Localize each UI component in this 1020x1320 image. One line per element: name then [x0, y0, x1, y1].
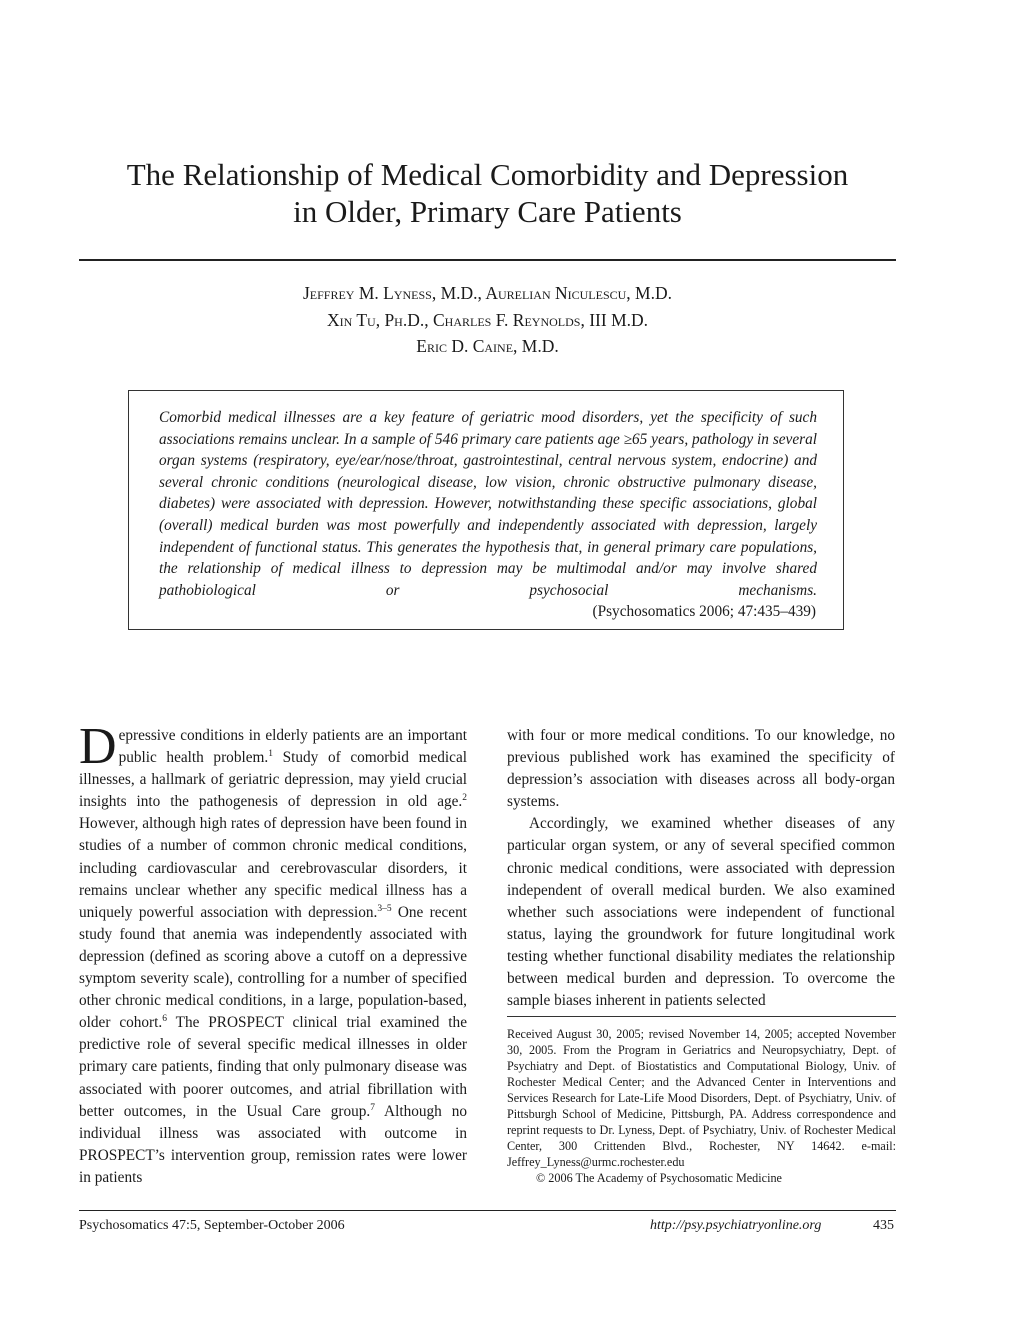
footer-journal: Psychosomatics 47:5, September-October 2006	[79, 1218, 345, 1233]
body-text: However, although high rates of depression have been found in studies of a number of common chronic medical conditions, including cardiovascular and cerebrovascular disorders, it remains unclear whether any specific medical illness has a uniquely powerful association with depression.	[79, 815, 467, 921]
footer-divider	[79, 1210, 896, 1211]
body-text: epressive conditions in elderly patients are an important public health problem.	[118, 727, 467, 767]
body-column-right	[507, 725, 895, 1012]
body-text: One recent study found that anemia was independently associated with depression (defined as scoring above a cutoff on a depressive symptom severity scale), controlling for a number of specified other chronic medical conditions, in a large, population-based, older cohort.	[79, 903, 467, 1032]
body-text: The PROSPECT clinical trial examined the predictive role of several specific medical illnesses in older primary care patients, finding that only pulmonary disease was associated with poorer outcomes, and atrial fibrillation with better outcomes, in the Usual Care group.	[79, 1014, 467, 1120]
body-paragraph: with four or more medical conditions. To our knowledge, no previous published work has examined the specificity of depression’s association with diseases across all body-organ systems.	[507, 727, 895, 811]
title-line-2: in Older, Primary Care Patients	[293, 194, 682, 229]
intro-paragraph	[79, 718, 467, 1189]
reference-mark: 7	[370, 1102, 375, 1113]
abstract-citation: (Psychosomatics 2006; 47:435–439)	[592, 603, 816, 620]
page-number: 435	[873, 1218, 894, 1233]
reference-mark: 2	[462, 793, 467, 804]
footer-url[interactable]: http://psy.psychiatryonline.org	[650, 1218, 822, 1233]
authors-line-2: Xin Tu, Ph.D., Charles F. Reynolds, III M.D.	[326, 309, 649, 330]
body-column-left	[79, 718, 467, 1189]
body-text: Study of comorbid medical illnesses, a hallmark of geriatric depression, may yield crucial insights into the pathogenesis of depression in old age.	[79, 749, 467, 811]
body-text: Although no individual illness was associated with outcome in PROSPECT’s intervention group, remission rates were lower in patients	[79, 1102, 467, 1186]
reference-mark: 3–5	[377, 903, 392, 914]
authors-line-1: Jeffrey M. Lyness, M.D., Aurelian Niculescu, M.D.	[302, 283, 673, 303]
drop-cap: D	[79, 718, 117, 775]
footnote-text: Received August 30, 2005; revised November 14, 2005; accepted November 30, 2005. From the Program in Geriatrics and Neuropsychiatry, Dept. of Psychiatry and Dept. of Biostatistics and Computational Biology, Univ. of Rochester Medical Center; and the Advanced Center in Interventions and Services Research for Late-Life Mood Disorders, Dept. of Psychiatry, Univ. of Pittsburgh School of Medicine, Pittsburgh, PA. Address correspondence and reprint requests to Dr. Lyness, Dept. of Psychiatry, Univ. of Rochester Medical Center, 300 Crittenden Blvd., Rochester, NY 14642. e-mail: Jeffrey_Lyness@urmc.rochester.edu	[507, 1027, 896, 1169]
title-line-1: The Relationship of Medical Comorbidity and Depression	[126, 157, 849, 192]
copyright-notice: © 2006 The Academy of Psychosomatic Medicine	[536, 1171, 782, 1185]
reference-mark: 1	[268, 749, 273, 760]
author-list	[80, 280, 895, 360]
abstract-box	[128, 390, 844, 630]
article-title	[80, 156, 895, 230]
reference-mark: 6	[162, 1014, 167, 1025]
title-divider	[79, 259, 896, 261]
authors-line-3: Eric D. Caine, M.D.	[416, 336, 559, 356]
body-paragraph: Accordingly, we examined whether diseases of any particular organ system, or any of several specified common chronic medical conditions, were associated with depression independent of overall medical burden. We also examined whether such associations were independent of functional status, laying the groundwork for future longitudinal work testing whether functional disability mediates the relationship between medical burden and depression. To overcome the sample biases inherent in patients selected	[507, 815, 895, 1010]
abstract-text: Comorbid medical illnesses are a key feature of geriatric mood disorders, yet the specificity of such associations remains unclear. In a sample of 546 primary care patients age ≥65 years, pathology in several organ systems (respiratory, eye/ear/nose/throat, gastrointestinal, central nervous system, endocrine) and several chronic conditions (neurological disease, low vision, chronic obstructive pulmonary disease, diabetes) were associated with depression. However, notwithstanding these specific associations, global (overall) medical burden was most powerfully and independently associated with depression, largely independent of functional status. This generates the hypothesis that, in general primary care populations, the relationship of medical illness to depression may be multimodal and/or may involve shared pathobiological or psychosocial mechanisms.	[159, 409, 817, 599]
footnote-divider	[507, 1016, 896, 1017]
